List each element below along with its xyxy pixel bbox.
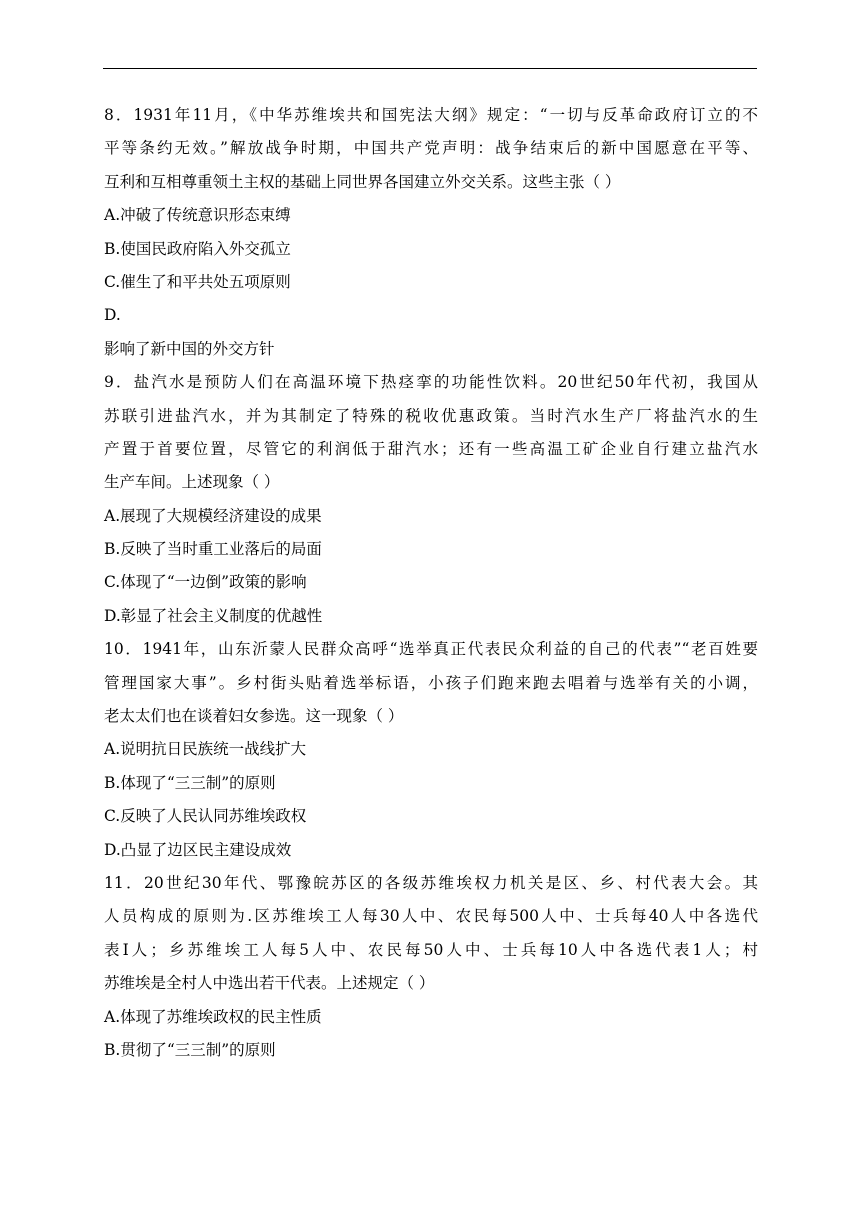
question-9-option-d: D.彰显了社会主义制度的优越性 [104,606,323,625]
question-list [104,99,758,1067]
question-8-stem-line-3: 互利和互相尊重领土主权的基础上同世界各国建立外交关系。这些主张（ ） [104,172,621,191]
question-10-option-b: B.体现了“三三制”的原则 [104,773,276,792]
question-9-stem-line-4: 生产车间。上述现象（ ） [104,473,280,492]
question-9-stem-line-2: 苏联引进盐汽水，并为其制定了特殊的税收优惠政策。当时汽水生产厂将盐汽水的生 [104,406,758,425]
question-11-stem-line-4: 苏维埃是全村人中选出若干代表。上述规定（ ） [104,974,435,993]
question-11-stem-line-1: 11．20世纪30年代、鄂豫皖苏区的各级苏维埃权力机关是区、乡、村代表大会。其 [104,873,758,892]
question-8-stem-line-2: 平等条约无效。”解放战争时期，中国共产党声明：战争结束后的新中国愿意在平等、 [104,139,758,158]
header-rule [103,68,757,69]
question-8-option-d-text: 影响了新中国的外交方针 [104,339,275,358]
question-9-option-a: A.展现了大规模经济建设的成果 [104,506,322,525]
question-8-option-a: A.冲破了传统意识形态束缚 [104,206,291,225]
question-10-option-d: D.凸显了边区民主建设成效 [104,840,292,859]
question-9-stem-line-3: 产置于首要位置，尽管它的利润低于甜汽水；还有一些高温工矿企业自行建立盐汽水 [104,439,758,458]
question-11-option-a: A.体现了苏维埃政权的民主性质 [104,1007,322,1026]
question-11-stem-line-2: 人员构成的原则为.区苏维埃工人每30人中、农民每500人中、士兵每40人中各选代 [104,907,758,926]
question-9-option-b: B.反映了当时重工业落后的局面 [104,540,322,559]
question-10-option-a: A.说明抗日民族统一战线扩大 [104,740,307,759]
question-11-option-b: B.贯彻了“三三制”的原则 [104,1040,276,1059]
question-10-stem-line-2: 管理国家大事”。乡村街头贴着选举标语，小孩子们跑来跑去唱着与选举有关的小调， [104,673,758,692]
question-8-option-c: C.催生了和平共处五项原则 [104,272,291,291]
question-8-stem-line-1: 8．1931年11月，《中华苏维埃共和国宪法大纲》规定：“一切与反革命政府订立的不 [104,106,758,124]
question-10-option-c: C.反映了人民认同苏维埃政权 [104,807,307,826]
question-8-option-d: D. [104,306,121,325]
question-8-option-b: B.使国民政府陷入外交孤立 [104,239,291,258]
question-11 [104,867,758,1067]
question-10 [104,633,758,867]
question-11-stem-line-3: 表Ⅰ人；乡苏维埃工人每5人中、农民每50人中、士兵每10人中各选代表1人；村 [104,940,758,959]
question-8 [104,99,758,366]
question-9 [104,366,758,633]
question-9-option-c: C.体现了“一边倒”政策的影响 [104,573,307,592]
question-10-stem-line-3: 老太太们也在谈着妇女参选。这一现象（ ） [104,707,404,726]
question-9-stem-line-1: 9．盐汽水是预防人们在高温环境下热痉挛的功能性饮料。20世纪50年代初，我国从 [104,373,758,392]
question-10-stem-line-1: 10．1941年，山东沂蒙人民群众高呼“选举真正代表民众利益的自己的代表”“老百姓要 [104,640,758,659]
